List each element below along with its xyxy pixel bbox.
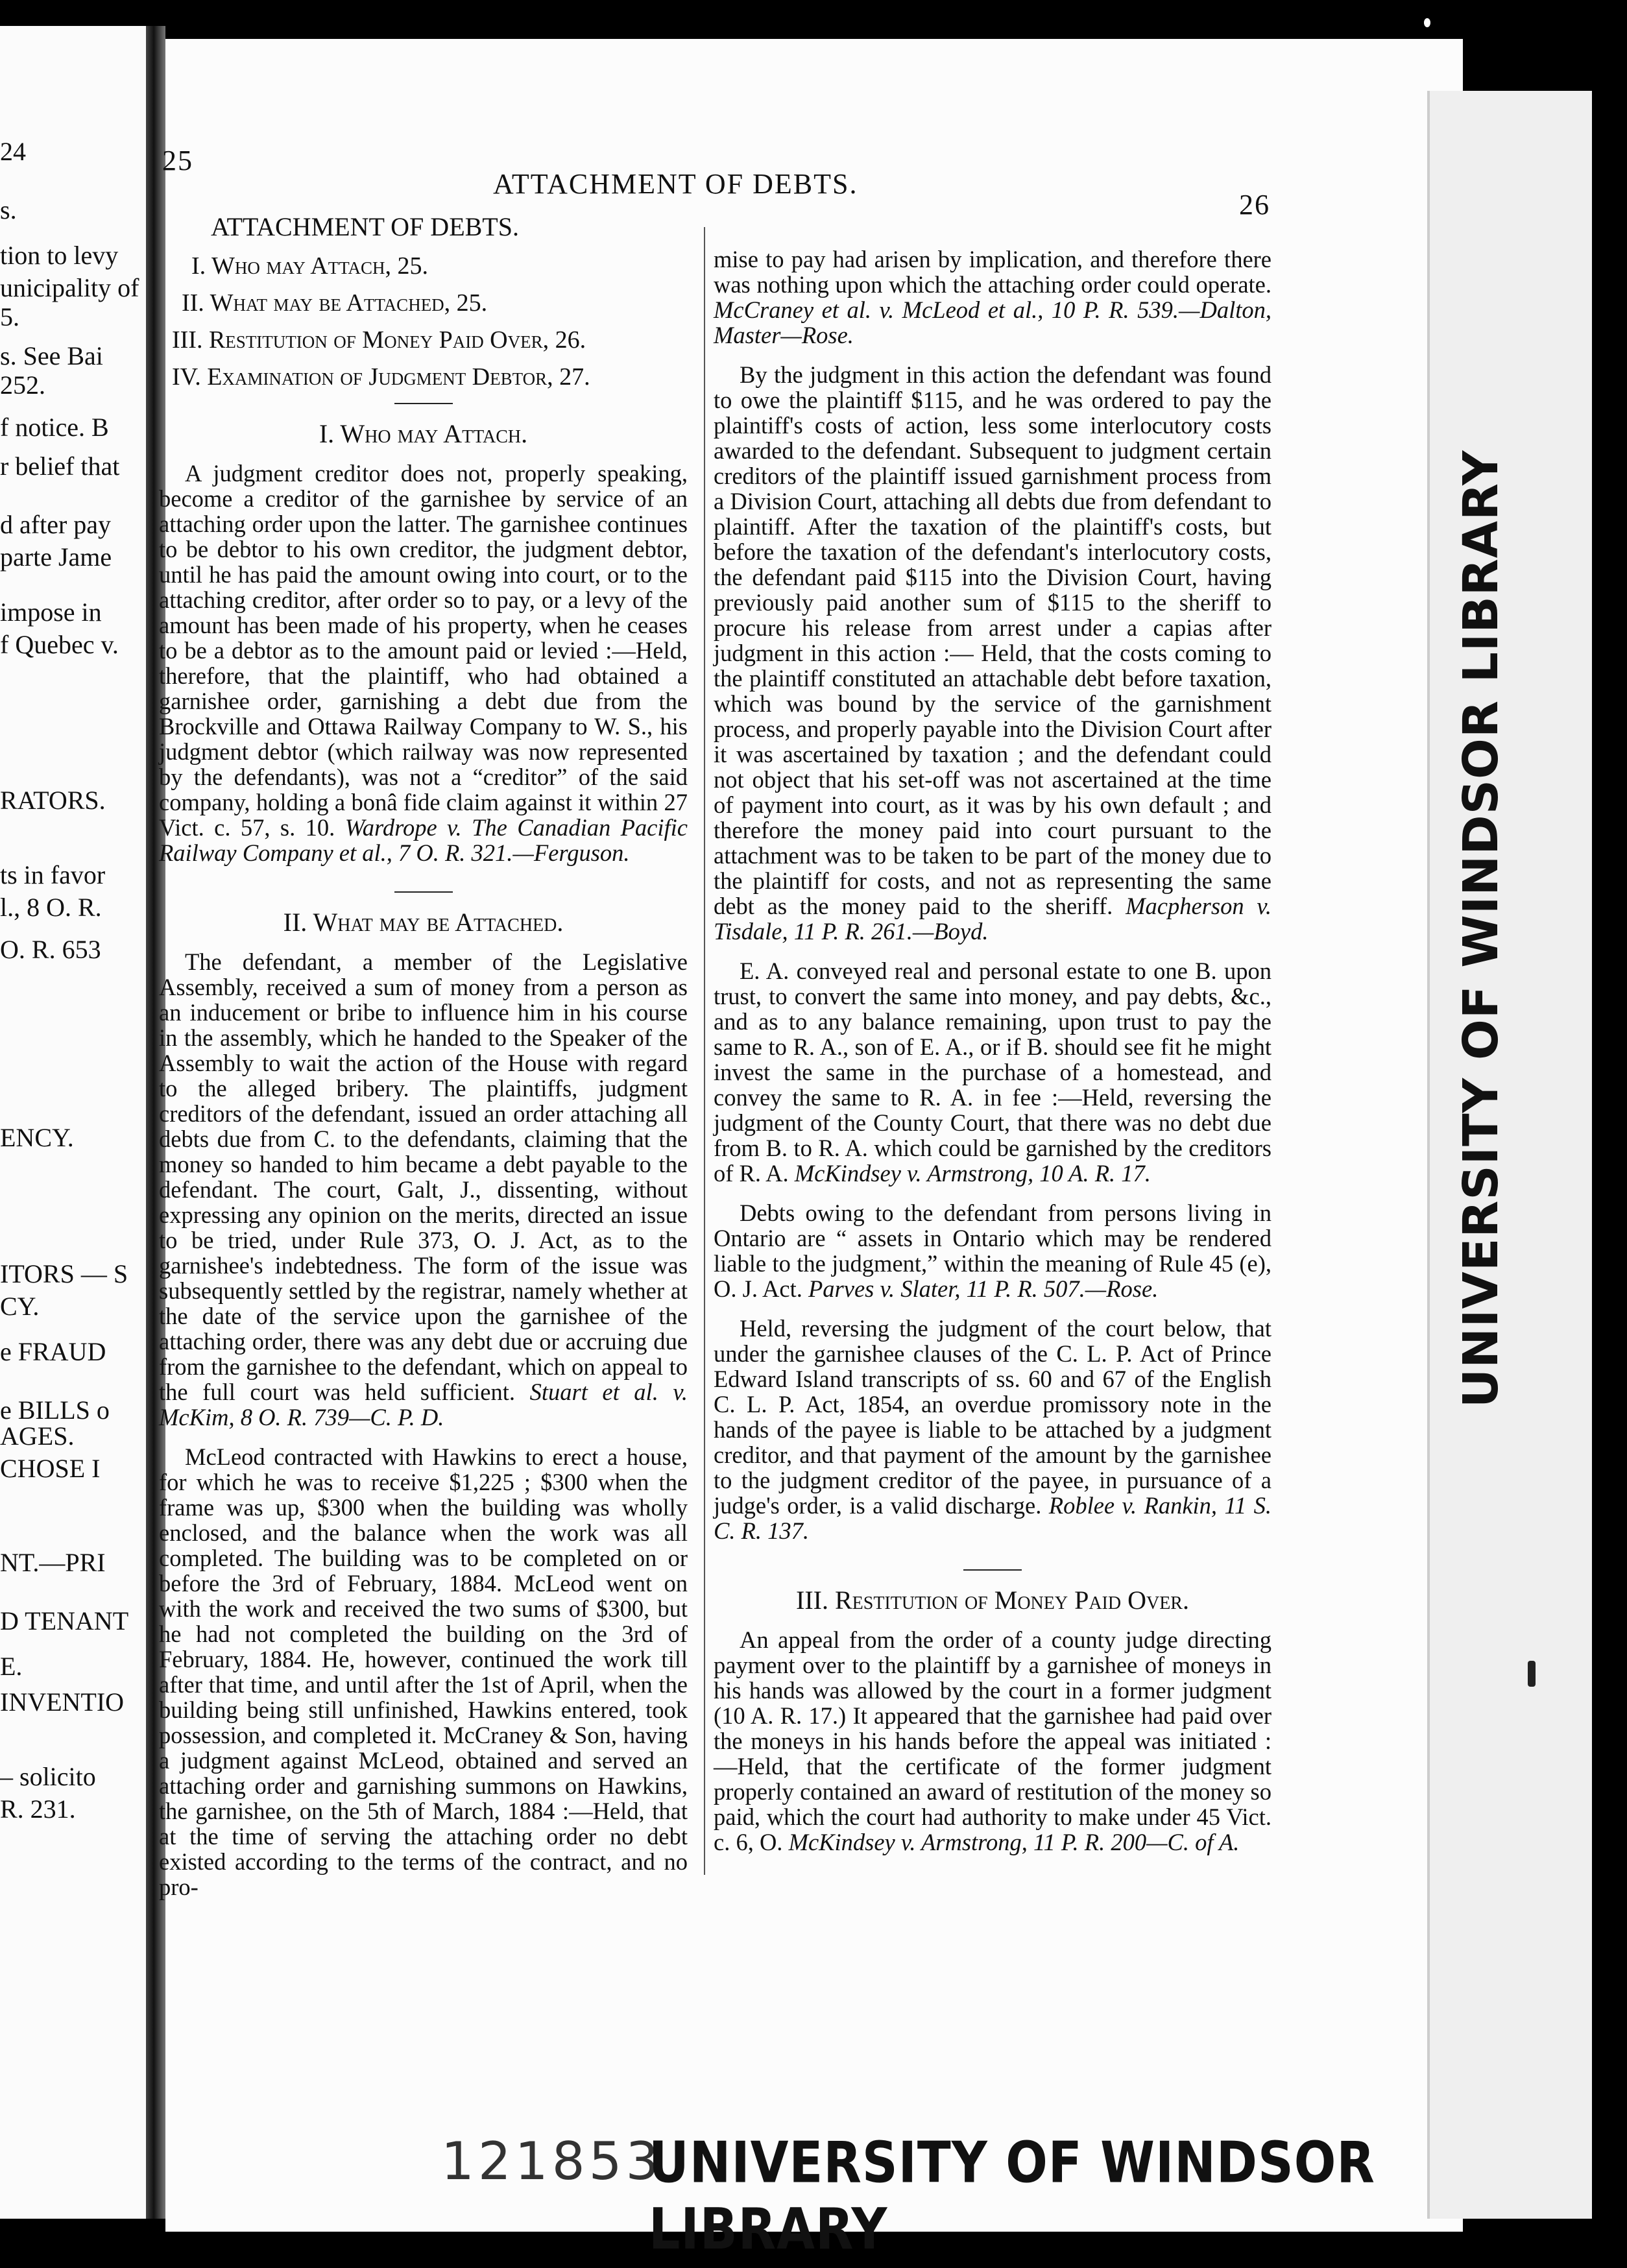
paragraph <box>714 247 1271 348</box>
paragraph-text: Debts owing to the defendant from persons living in Ontario are “ assets in Ontario which may be rendered liable to the judgment,” within the meaning of Rule 45 (e), O. J. Act. <box>714 1200 1271 1302</box>
case-citation: Wardrope v. The Canadian Pacific Railway Company et al., 7 O. R. 321.—Ferguson. <box>159 814 688 866</box>
running-title: ATTACHMENT OF DEBTS. <box>493 168 858 200</box>
section-divider <box>394 403 453 404</box>
page-number-right: 26 <box>1239 189 1270 221</box>
library-stamp-vertical: UNIVERSITY OF WINDSOR LIBRARY <box>1453 450 1509 1408</box>
paragraph <box>159 1444 688 1900</box>
case-citation: Macpherson v. Tisdale, 11 P. R. 261.—Boyd. <box>714 893 1271 945</box>
case-citation: Stuart et al. v. McKim, 8 O. R. 739—C. P. D. <box>159 1379 688 1430</box>
column-right <box>714 247 1271 1855</box>
previous-page-text-fragment: l., 8 O. R. <box>0 893 102 922</box>
previous-page-text-fragment: unicipality of <box>0 273 139 302</box>
previous-page-text-fragment: RATORS. <box>0 786 106 815</box>
table-of-contents <box>159 214 688 390</box>
paragraph <box>159 461 688 865</box>
previous-page-text-fragment: ENCY. <box>0 1123 74 1152</box>
toc-item: III. Restitution of Money Paid Over, 26. <box>172 326 586 354</box>
page-mark <box>1528 1661 1536 1687</box>
page-number-left: 25 <box>162 145 193 176</box>
paragraph-text: A judgment creditor does not, properly speaking, become a creditor of the garnishee by service of an attaching order upon the latter. The garnishee continues to be debtor to his own creditor, the judgment debtor, until he has paid the amount owing into court, or to the attaching creditor, after order so to pay, or a levy of the amount has been made of his property, when he ceases to be a debtor as to the amount paid or levied :—Held, therefore, that the plaintiff, who had obtained a garnishee order, garnishing a debt due from the Brockville and Ottawa Railway Company to W. S., his judgment debtor (which railway was now represented by the defendants), was not a “creditor” of the said company, holding a bonâ fide claim against it within 27 Vict. c. 57, s. 10. <box>159 460 688 841</box>
paragraph-text: The defendant, a member of the Legislative Assembly, received a sum of money from a person as an inducement or bribe to influence him in his course in the assembly, which he handed to the Speaker of the Assembly to wait the action of the House with regard to the alleged bribery. The plaintiffs, judgment creditors of the defendant, issued an order attaching all debts due from C. to the defendants, claiming that the money so handed to him became a debt payable to the defendant. The court, Galt, J., dissenting, without expressing any opinion on the merits, directed an issue to be tried, under Rule 373, O. J. Act, as to the garnishee's indebtedness. The form of the issue was subsequently settled by the registrar, namely whether at the date of the service upon the garnishee of the attaching order, there was any debt due or accruing due from the garnishee to the defendant, which on appeal to the full court was held sufficient. <box>159 948 688 1405</box>
previous-page-text-fragment: ITORS — S <box>0 1259 128 1288</box>
previous-page-text-fragment: parte Jame <box>0 542 112 572</box>
paragraph-text: mise to pay had arisen by implication, and therefore there was nothing upon which the attaching order could operate. <box>714 246 1271 298</box>
paragraph-text: E. A. conveyed real and personal estate to one B. upon trust, to convert the same into money, and pay debts, &c., and as to any balance remaining, upon trust to pay the same to R. A., son of E. A., or if B. should see fit he might invest the same in the purchase of a homestead, and convey the same to R. A. in fee :—Held, reversing the judgment of the County Court, that there was no debt due from B. to R. A. which could be garnished by the creditors of R. A. <box>714 958 1271 1187</box>
previous-page-text-fragment: tion to levy <box>0 241 119 270</box>
previous-page-text-fragment: NT.—PRI <box>0 1548 106 1577</box>
previous-page-text-fragment: E. <box>0 1652 23 1681</box>
paragraph-text: McLeod contracted with Hawkins to erect a house, for which he was to receive $1,225 ; $300 when the frame was up, $300 when the building was wholly enclosed, and the balance when the work was all completed. The building was to be completed on or before the 3rd of February, 1884. McLeod went on with the work and received the two sums of $300, but he had not completed the building on the 3rd of February, 1884. He, however, continued the work till after that time, and until after the 1st of April, when the building being still unfinished, Hawkins entered, took possession, and completed it. McCraney & Son, having a judgment against McLeod, obtained and served an attaching order and garnishing summons on Hawkins, the garnishee, on the 5th of March, 1884 :—Held, that at the time of serving the attaching order no debt existed according to the terms of the contract, and no pro- <box>159 1443 688 1900</box>
previous-page-text-fragment: e BILLS o <box>0 1395 110 1425</box>
toc-item: IV. Examination of Judgment Debtor, 27. <box>172 363 590 391</box>
section-divider <box>963 1569 1022 1571</box>
section-heading: I. Who may Attach. <box>319 419 528 448</box>
previous-page-text-fragment: AGES. <box>0 1421 75 1451</box>
previous-page-text-fragment: R. 231. <box>0 1794 76 1824</box>
case-citation: McKindsey v. Armstrong, 10 A. R. 17. <box>794 1160 1151 1187</box>
toc-title: ATTACHMENT OF DEBTS. <box>211 212 519 241</box>
previous-page-text-fragment: s. See Bai <box>0 341 103 370</box>
column-left <box>159 214 688 1900</box>
previous-page-text-fragment: 5. <box>0 302 19 332</box>
previous-page-text-fragment: D TENANT <box>0 1606 129 1635</box>
page-block-edge <box>1427 91 1592 2219</box>
previous-page-text-fragment: e FRAUD <box>0 1337 106 1366</box>
section-divider <box>394 891 453 893</box>
paragraph <box>714 958 1271 1186</box>
paragraph <box>714 1316 1271 1543</box>
toc-item: I. Who may Attach, 25. <box>191 252 429 280</box>
previous-page-text-fragment: INVENTIO <box>0 1687 125 1717</box>
previous-page-text-fragment: ts in favor <box>0 860 106 889</box>
case-citation: Parves v. Slater, 11 P. R. 507.—Rose. <box>808 1275 1159 1302</box>
case-citation: Roblee v. Rankin, 11 S. C. R. 137. <box>714 1492 1272 1544</box>
previous-page-edge <box>0 26 146 2219</box>
paragraph <box>159 949 688 1430</box>
paragraph <box>714 1200 1271 1301</box>
previous-page-text-fragment: impose in <box>0 597 102 627</box>
column-divider <box>704 227 705 1875</box>
section-heading: II. What may be Attached. <box>283 908 564 937</box>
previous-page-text-fragment: CY. <box>0 1292 40 1321</box>
case-citation: McKindsey v. Armstrong, 11 P. R. 200—C. of A. <box>788 1829 1240 1855</box>
toc-item: II. What may be Attached, 25. <box>182 289 488 317</box>
case-citation: McCraney et al. v. McLeod et al., 10 P. R. 539.—Dalton, Master—Rose. <box>714 296 1271 348</box>
section-heading: III. Restitution of Money Paid Over. <box>796 1586 1189 1615</box>
paragraph-text: An appeal from the order of a county judge directing payment over to the plaintiff by a garnishee of moneys in his hands was allowed by the court in a former judgment (10 A. R. 17.) It appeared that the garnishee had paid over the moneys in his hands before the appeal was initiated :—Held, that the certificate of the former judgment properly contained an award of restitution of the money so paid, which the court had authority to make under 45 Vict. c. 6, O. <box>714 1626 1271 1855</box>
paragraph-text: By the judgment in this action the defendant was found to owe the plaintiff $115, and he was ordered to pay the plaintiff's costs of action, less some interlocutory costs awarded to the defendant. Subsequent to judgment certain creditors of the plaintiff issued garnishment process from a Division Court, attaching all debts due from defendant to plaintiff. After the taxation of the plaintiff's costs, but before the taxation of the defendant's interlocutory costs, the defendant paid $115 into the Division Court, having previously paid another sum of $115 to the sheriff to procure his release from arrest under a capias after judgment in this action :— Held, that the costs coming to the plaintiff constituted an attachable debt before taxation, which was bound by the service of the garnishment process, and properly payable into the Division Court after it was ascertained by taxation ; and the defendant could not object that his set-off was not ascertained at the time of payment into court, as it was by his own default ; and therefore the money paid into court pursuant to the attachment was to be taken to be part of the money due to the plaintiff for costs, and not as representing the same debt as the money paid to the sheriff. <box>714 361 1271 919</box>
previous-page-text-fragment: 24 <box>0 137 26 166</box>
paragraph-text: Held, reversing the judgment of the court below, that under the garnishee clauses of the C. L. P. Act of Prince Edward Island transcripts of ss. 60 and 67 of the English C. L. P. Act, 1854, an overdue promissory note in the hands of the payee is liable to be attached by a judgment creditor, and that payment of the amount by the garnishee to the judgment creditor of the payee, in pursuance of a judge's order, is a valid discharge. <box>714 1315 1271 1519</box>
previous-page-text-fragment: r belief that <box>0 452 120 481</box>
previous-page-text-fragment: s. <box>0 195 17 224</box>
scan-speck <box>1424 18 1430 27</box>
previous-page-text-fragment: 252. <box>0 370 45 400</box>
paragraph <box>714 1627 1271 1855</box>
previous-page-text-fragment: CHOSE I <box>0 1454 101 1483</box>
paragraph <box>714 362 1271 944</box>
accession-number-stamp: 121853 <box>441 2131 663 2191</box>
previous-page-text-fragment: d after pay <box>0 510 112 539</box>
library-stamp-bottom: UNIVERSITY OF WINDSOR LIBRARY <box>649 2129 1375 2262</box>
previous-page-text-fragment: O. R. 653 <box>0 935 101 964</box>
previous-page-text-fragment: f Quebec v. <box>0 630 119 659</box>
previous-page-text-fragment: f notice. B <box>0 413 109 442</box>
previous-page-text-fragment: – solicito <box>0 1762 96 1791</box>
